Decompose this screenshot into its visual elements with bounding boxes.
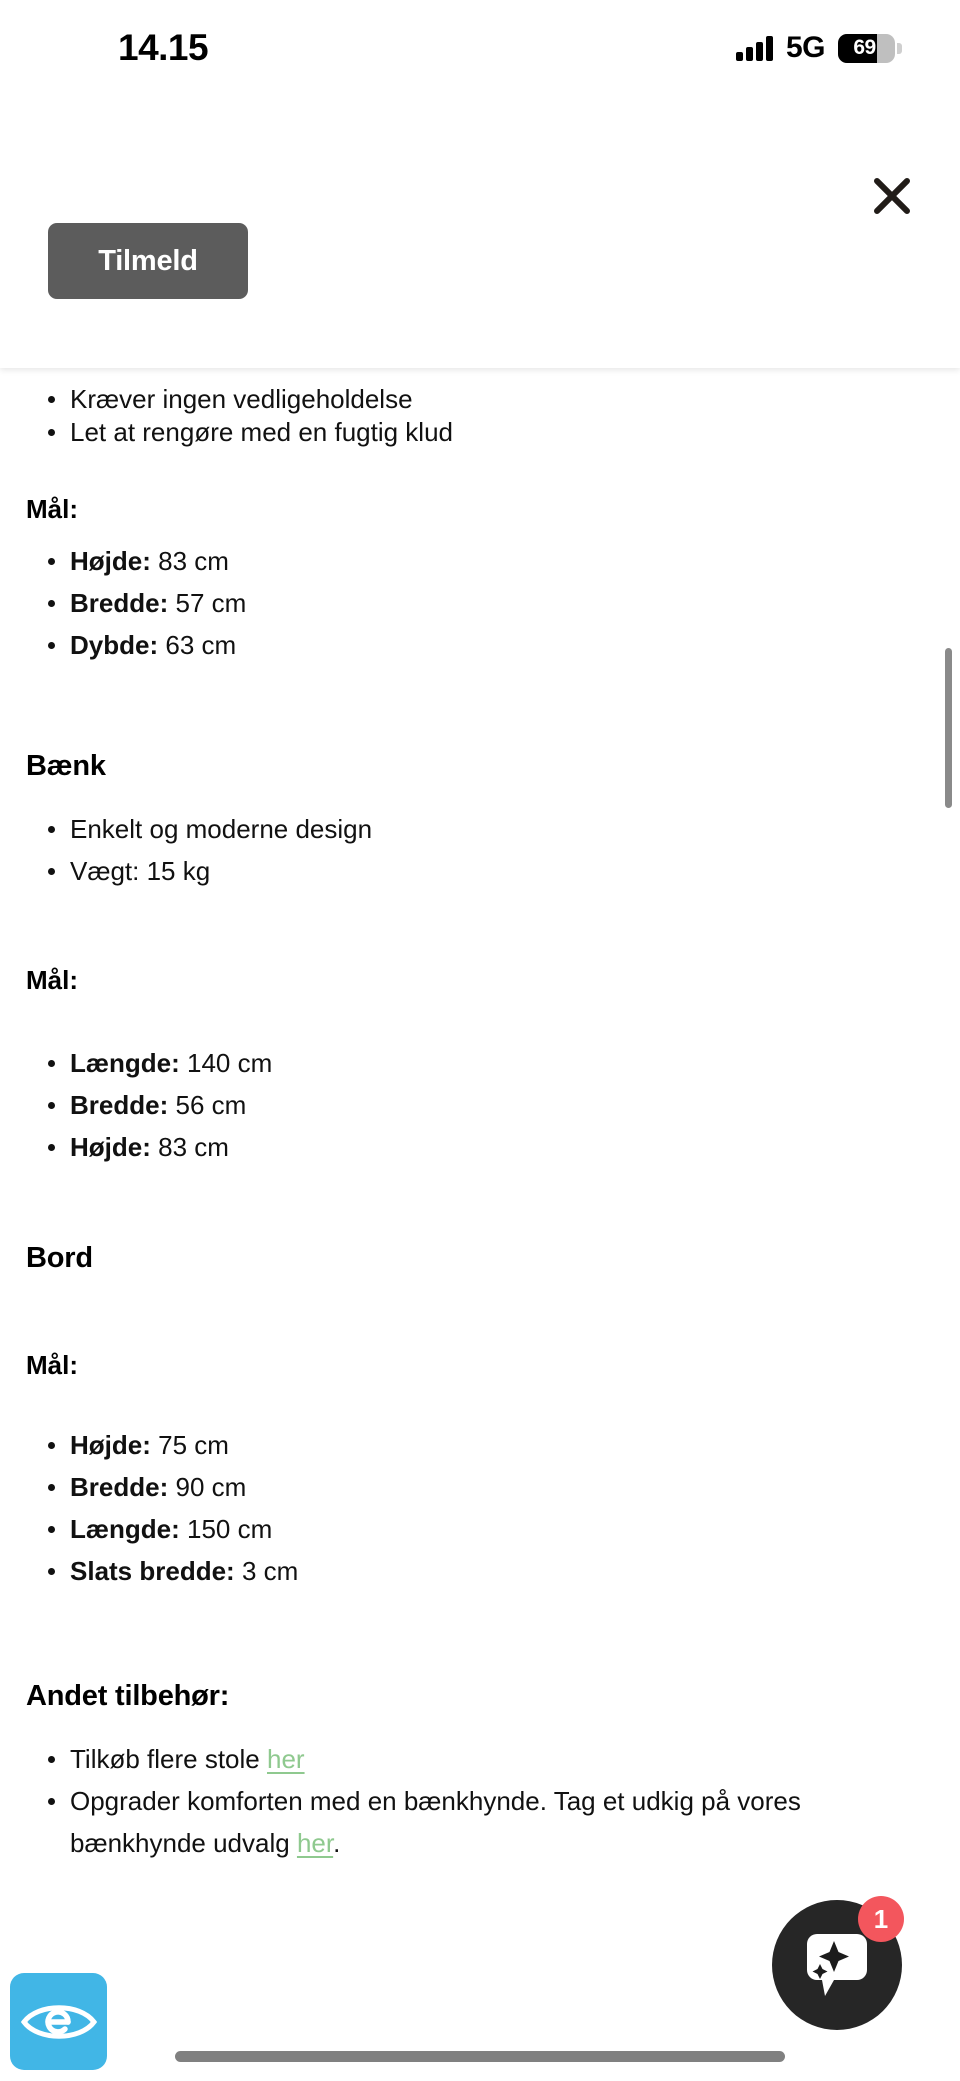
list-item <box>26 1424 229 1466</box>
accessory-link-chairs[interactable]: her <box>266 1744 305 1774</box>
dimension-label: Bredde: <box>70 588 169 618</box>
dimension-value: 75 cm <box>158 1430 229 1460</box>
list-item <box>26 540 229 582</box>
dimension-value: 90 cm <box>175 1472 247 1502</box>
dimension-label: Længde: <box>70 1048 180 1078</box>
chat-unread-badge: 1 <box>858 1896 904 1942</box>
battery-icon <box>838 34 902 63</box>
dimension-value: 57 cm <box>175 588 247 618</box>
list-item: Let at rengøre med en fugtig klud <box>26 411 453 453</box>
status-indicators <box>736 31 902 65</box>
chair-dimensions-heading: Mål: <box>26 494 78 524</box>
dimension-label: Bredde: <box>70 1090 169 1120</box>
accessory-text: Tilkøb flere stole <box>70 1744 267 1774</box>
list-item <box>26 1466 246 1508</box>
dimension-value: 83 cm <box>158 546 229 576</box>
list-item <box>26 624 236 666</box>
network-type-label: 5G <box>785 31 825 64</box>
status-bar <box>0 0 960 100</box>
list-item <box>26 1550 298 1592</box>
list-item <box>26 1126 229 1168</box>
accessory-link-cushions[interactable]: her <box>296 1828 334 1858</box>
dimension-label: Længde: <box>70 1514 180 1544</box>
dimension-label: Højde: <box>70 1430 151 1460</box>
signup-button[interactable]: Tilmeld <box>48 223 248 299</box>
list-item: Enkelt og moderne design <box>26 808 372 850</box>
battery-level-text: 69 <box>853 36 876 59</box>
list-item <box>26 1738 305 1780</box>
accessories-heading: Andet tilbehør: <box>26 1680 230 1712</box>
close-icon[interactable] <box>864 168 920 224</box>
scrollbar-thumb[interactable] <box>945 648 952 808</box>
dimension-label: Slats bredde: <box>70 1556 235 1586</box>
accessory-text-suffix: . <box>333 1828 341 1858</box>
list-item <box>26 1508 272 1550</box>
list-item <box>26 1042 272 1084</box>
dimension-value: 140 cm <box>187 1048 273 1078</box>
list-item: Kræver ingen vedligeholdelse <box>26 378 413 420</box>
dimension-value: 3 cm <box>241 1556 299 1586</box>
dimension-value: 56 cm <box>175 1090 247 1120</box>
list-item <box>26 582 246 624</box>
list-item <box>26 1780 926 1864</box>
accessory-text: Opgrader komforten med en bænkhynde. Tag et udkig på vores bænkhynde udvalg <box>70 1786 801 1858</box>
bench-dimensions-heading: Mål: <box>26 965 78 995</box>
dimension-label: Højde: <box>70 546 151 576</box>
home-indicator[interactable] <box>175 2051 785 2062</box>
dimension-label: Dybde: <box>70 630 159 660</box>
list-item: Vægt: 15 kg <box>26 850 210 892</box>
dimension-value: 63 cm <box>165 630 237 660</box>
list-item <box>26 1084 246 1126</box>
signal-bars-icon <box>736 36 773 61</box>
dimension-value: 150 cm <box>187 1514 273 1544</box>
dimension-label: Bredde: <box>70 1472 169 1502</box>
table-section-heading: Bord <box>26 1242 93 1274</box>
bench-section-heading: Bænk <box>26 750 106 782</box>
chat-button[interactable] <box>772 1900 902 2030</box>
dimension-value: 83 cm <box>158 1132 229 1162</box>
status-time: 14.15 <box>118 27 209 68</box>
dimension-label: Højde: <box>70 1132 151 1162</box>
table-dimensions-heading: Mål: <box>26 1350 78 1380</box>
chat-sparkle-icon <box>801 1930 873 2000</box>
eye-accessibility-icon <box>20 1997 98 2047</box>
accessibility-widget-button[interactable] <box>10 1973 107 2070</box>
